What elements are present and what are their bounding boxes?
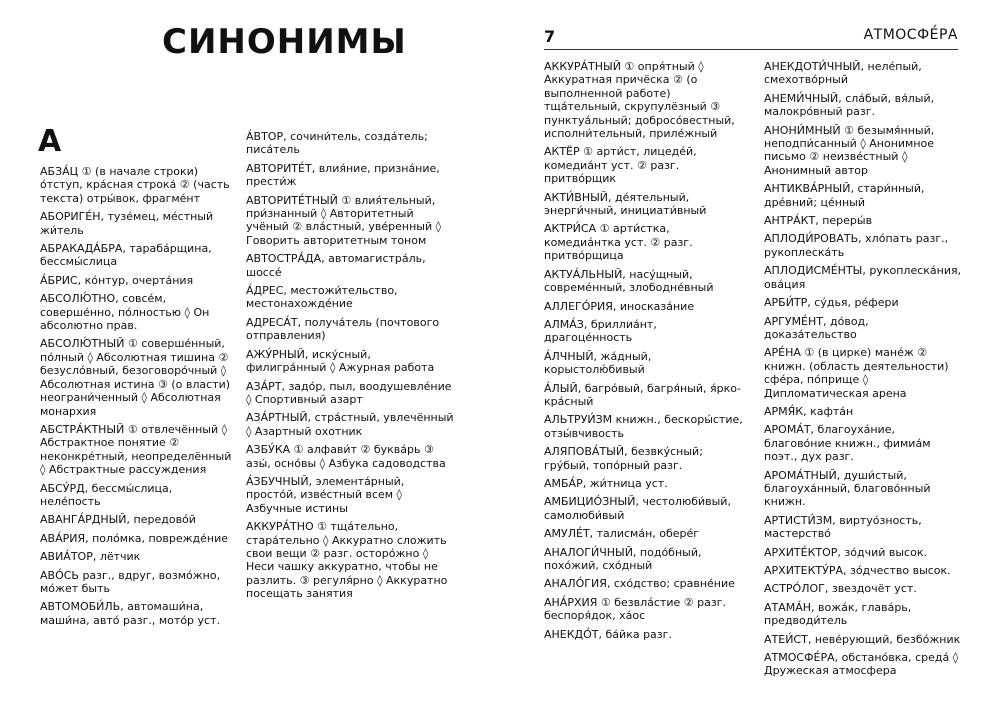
entry: АТЕИ́СТ, неве́рующий, безбо́жник [764,632,961,646]
entry: АБРАКАДА́БРА, тараба́рщина, бессмы́слица [40,242,212,269]
entry: АПЛОДИ́РОВАТЬ, хло́пать разг., рукоплеска́ть [764,232,949,259]
entry: АКТЁР ① арти́ст, лицеде́й, комедиа́нт уст. ② разг. притво́рщик [544,145,697,186]
entry: АБСОЛЮ́ТНО, совсе́м, соверше́нно, по́лностью ◊ Он абсолютно прав. [40,292,210,333]
entry: АЗА́РТНЫЙ, стра́стный, увлечённый ◊ Азартный охотник [246,411,454,438]
right-page [500,0,1000,708]
entry: АККУРА́ТНЫЙ ① опря́тный ◊ Аккуратная причёска ② (о выполненной работе) тща́тельный, скрупулёзный ③ пунктуа́льный; добросо́вестный, исполни́тельный, приле́жный [544,60,735,141]
entry: АВИА́ТОР, лётчик [40,550,141,564]
entry: АРМЯ́К, кафта́н [764,404,854,418]
entry: АНТИКВА́РНЫЙ, стари́нный, дре́вний; це́нный [764,182,925,209]
entry: АВТОРИТЕ́Т, влия́ние, призна́ние, прести́ж [246,161,440,189]
entry: АБСУ́РД, бессмы́слица, неле́пость [40,481,173,508]
entry: АРОМА́Т, благоуха́ние, благово́ние книжн., фимиа́м поэт., дух разг. [764,423,931,464]
left-column-2 [246,130,454,606]
entry: АСТРО́ЛОГ, звездочёт уст. [764,582,917,596]
page-number: 7 [544,27,556,46]
running-head [544,27,958,50]
entry: АРХИТЕ́КТОР, зо́дчий высок. [764,545,927,559]
entry: АКТИ́ВНЫЙ, де́ятельный, энерги́чный, инициати́вный [544,190,707,218]
entry: АВАНГА́РДНЫЙ, передово́й [40,513,196,527]
entry: АБОРИГЕ́Н, тузе́мец, ме́стный жи́тель [40,210,214,237]
entry: АДРЕСА́Т, получа́тель (почтового отправления) [246,315,440,343]
entry: АВА́РИЯ, поло́мка, поврежде́ние [40,531,228,545]
entry: АНА́РХИЯ ① безвла́стие ② разг. беспоря́док, ха́ос [544,595,726,623]
entry: АМБА́Р, жи́тница уст. [544,476,668,490]
entry: АВТОСТРА́ДА, автомагистра́ль, шоссе́ [246,252,426,279]
entry: А́ЛЧНЫЙ, жа́дный, корыстолю́бивый [544,349,652,377]
entry: АРТИСТИ́ЗМ, виртуо́зность, мастерство́ [764,513,922,541]
entry: АЖУ́РНЫЙ, иску́сный, филигра́нный ◊ Ажурная работа [246,347,435,375]
entry: АЛМА́З, бриллиа́нт, драгоце́нность [544,317,657,345]
right-column-1 [544,60,744,646]
entry: А́БРИС, ко́нтур, очерта́ния [40,273,194,287]
entry: АНТРА́КТ, переры́в [764,214,873,228]
entry: АНАЛО́ГИЯ, схо́дство; сравне́ние [544,577,735,591]
entry: АККУРА́ТНО ① тща́тельно, стара́тельно ◊ Аккуратно сложить свои вещи ② разг. осторо́жно ◊ Неси чашку аккуратно, чтобы не разлить. ③ регуля́рно ◊ Аккуратно посещать занятия [246,520,448,601]
entry: АБЗА́Ц ① (в начале строки) о́тступ, кра́сная строка́ ② (часть текста) отры́вок, фрагме́нт [40,165,230,205]
entry: АНЕКДОТИ́ЧНЫЙ, неле́пый, смехотво́рный [764,60,922,87]
entry: АРБИ́ТР, су́дья, ре́фери [764,296,899,310]
entry: АНОНИ́МНЫЙ ① безымя́нный, неподпи́санный ◊ Анонимное письмо ② неизве́стный ◊ Анонимный автор [764,123,935,177]
left-column-1 [40,165,235,632]
entry: АПЛОДИСМЕ́НТЫ, рукоплеска́ния, ова́ция [764,264,962,291]
entry: АБСОЛЮ́ТНЫЙ ① соверше́нный, по́лный ◊ Абсолютная тишина ② безусло́вный, безоговоро́чный ◊ Абсолютная истина ③ (о власти) неограни́ченный ◊ Абсолютная монархия [40,337,231,418]
section-letter: А [38,124,62,159]
entry: АБСТРА́КТНЫЙ ① отвлечённый ◊ Абстрактное понятие ② неконкре́тный, неопределённый ◊ Абстрактные рассуждения [40,422,232,477]
entry: АРГУМЕ́НТ, до́вод, доказа́тельство [764,314,869,341]
entry: АРХИТЕКТУ́РА, зо́дчество высок. [764,564,951,577]
entry: А́ЛЫЙ, багро́вый, багря́ный, я́рко-кра́сный [544,381,741,408]
entry: А́ЗБУЧНЫЙ, элемента́рный, просто́й, изве́стный всем ◊ Азбучные истины [246,474,405,515]
entry: АНЕКДО́Т, ба́йка разг. [544,627,672,641]
entry: АМУЛЕ́Т, талисма́н, обере́г [544,527,700,541]
entry: АЗА́РТ, задо́р, пыл, воодушевле́ние ◊ Спортивный азарт [246,379,452,406]
entry: АЛЯПОВА́ТЫЙ, безвку́сный; гру́бый, топо́рный разг. [544,445,703,472]
entry: АВО́СЬ разг., вдруг, возмо́жно, мо́жет быть [40,568,221,595]
entry: АКТУА́ЛЬНЫЙ, насу́щный, совреме́нный, злободне́вный [544,267,714,295]
right-column-2 [764,60,964,683]
entry: АВТОМОБИ́ЛЬ, автомаши́на, маши́на, авто́ разг., мото́р уст. [40,600,220,627]
entry: АРЕ́НА ① (в цирке) мане́ж ② книжн. (область деятельности) сфе́ра, по́прище ◊ Дипломатическая арена [764,346,949,400]
entry: А́ВТОР, сочини́тель, созда́тель; писа́тель [246,130,428,157]
entry: АЛЬТРУИ́ЗМ книжн., бескоры́стие, отзы́вчивость [544,413,743,440]
entry: АТМОСФЕ́РА, обстано́вка, среда́ ◊ Дружеская атмосфера [764,651,959,678]
entry: АНАЛОГИ́ЧНЫЙ, подо́бный, похо́жий, схо́дный [544,545,702,572]
entry: АМБИЦИО́ЗНЫЙ, честолюби́вый, самолюби́вый [544,495,731,522]
entry: АКТРИ́СА ① арти́стка, комедиа́нтка уст. ② разг. притво́рщица [544,222,693,263]
running-headword: АТМОСФЕ́РА [863,27,958,43]
entry: АЛЛЕГО́РИЯ, иносказа́ние [544,299,695,313]
entry: А́ДРЕС, местожи́тельство, местонахожде́ние [246,284,398,311]
entry: АВТОРИТЕ́ТНЫЙ ① влия́тельный, при́знанный ◊ Авторитетный учёный ② вла́стный, уве́ренный ◊ Говорить авторитетным тоном [246,193,442,247]
entry: АРОМА́ТНЫЙ, души́стый, благоуха́нный, благово́нный книжн. [764,468,931,509]
book-title: СИНОНИМЫ [162,22,407,62]
entry: АНЕМИ́ЧНЫЙ, сла́бый, вя́лый, малокро́вный разг. [764,91,935,119]
entry: АЗБУ́КА ① алфави́т ② буква́рь ③ азы́, осно́вы ◊ Азбука садоводства [246,443,446,470]
entry: АТАМА́Н, вожа́к, глава́рь, предводи́тель [764,600,912,628]
